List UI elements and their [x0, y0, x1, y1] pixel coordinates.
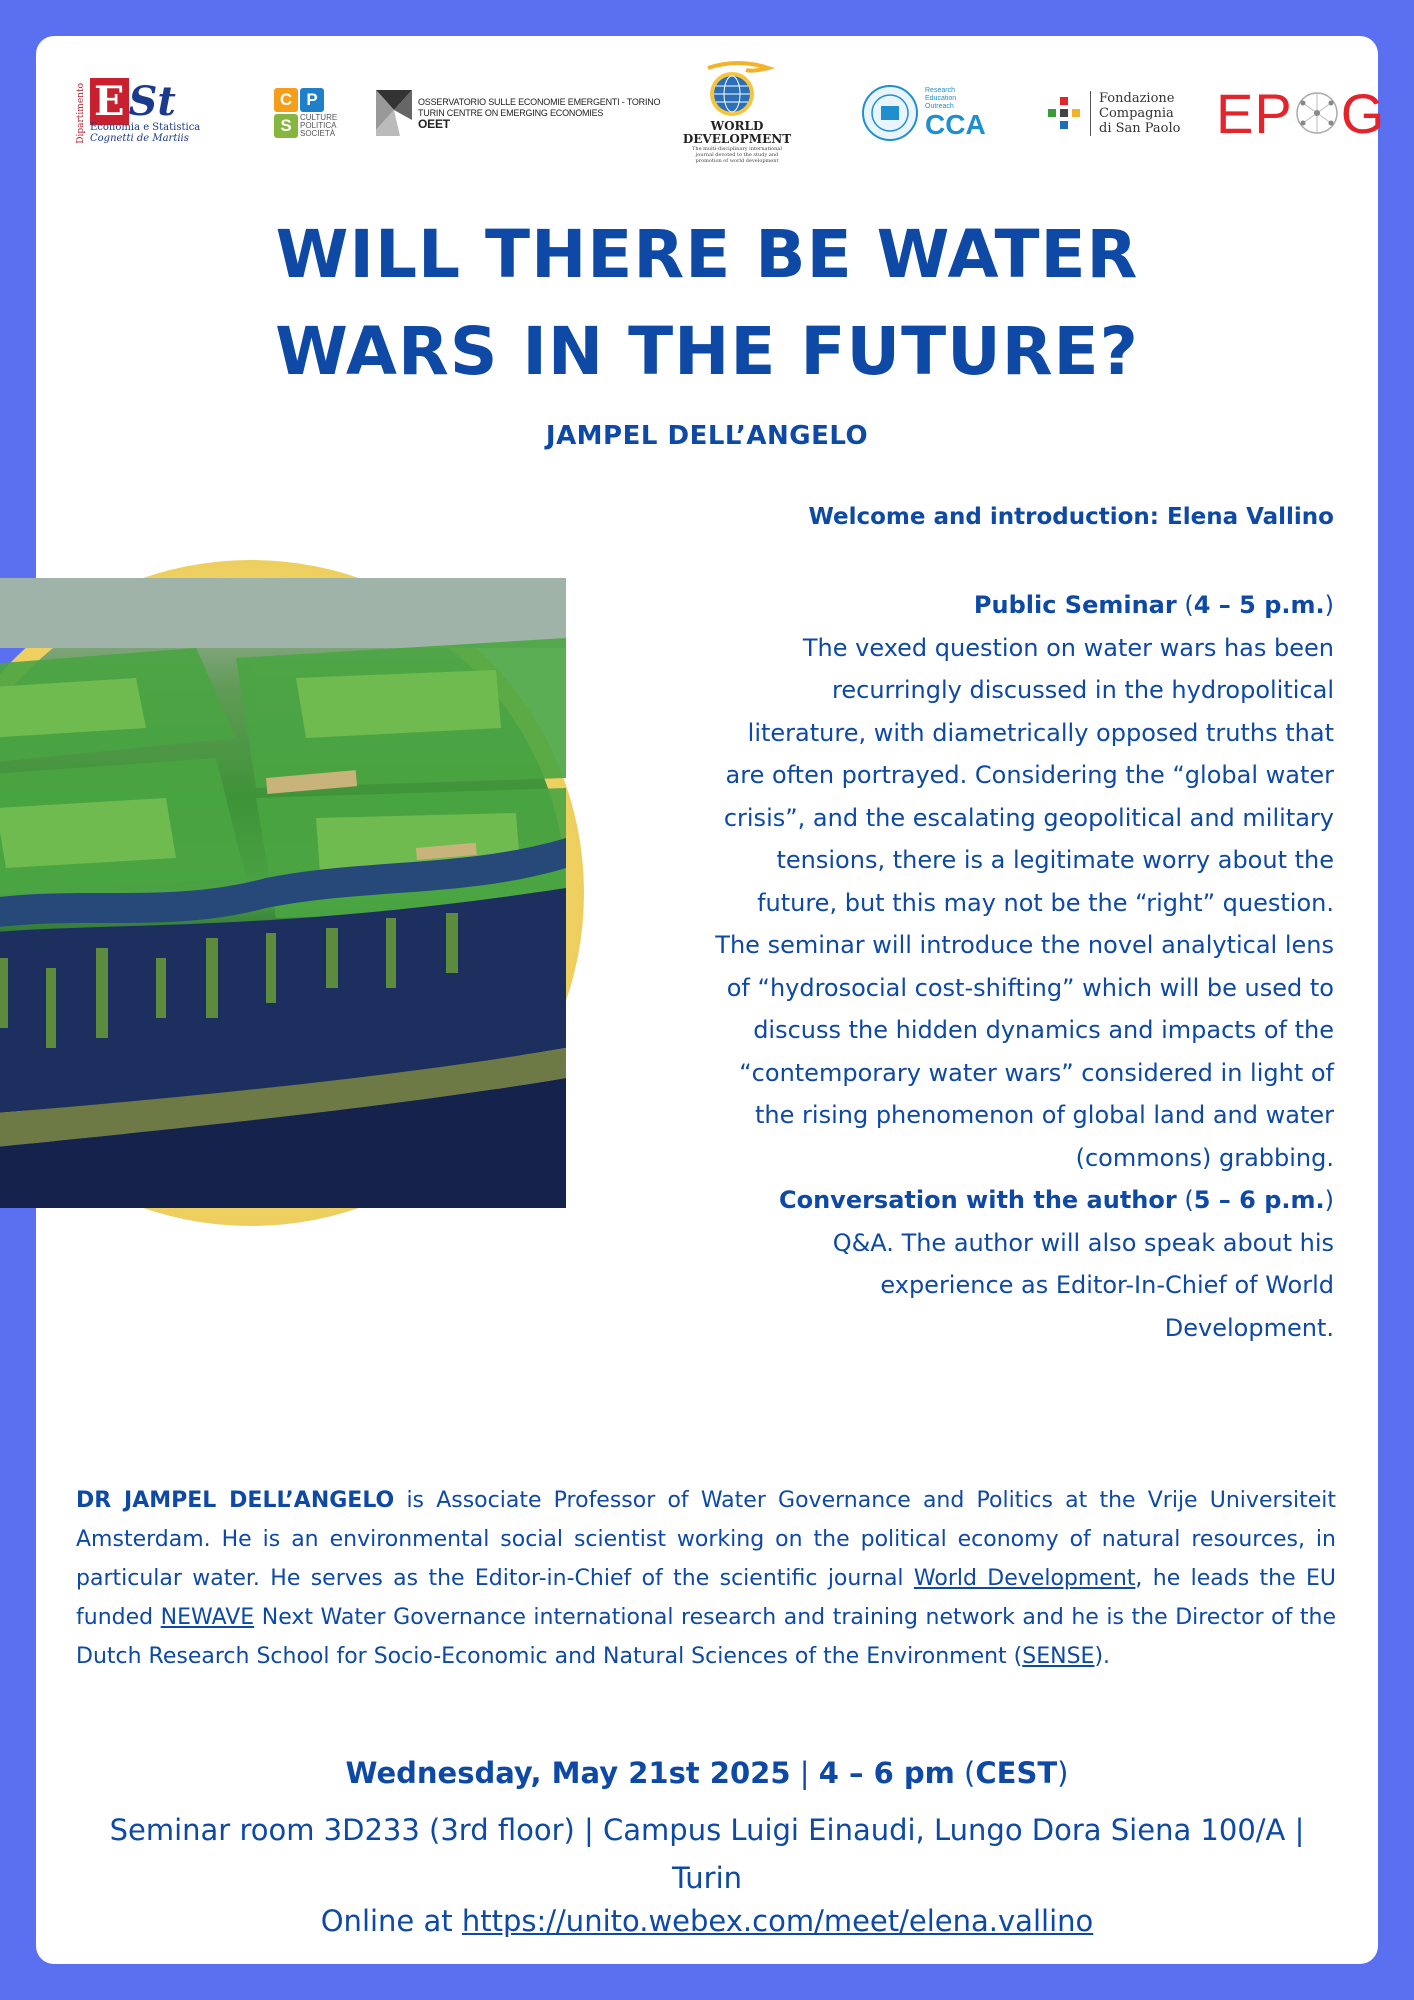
wd-line2: DEVELOPMENT — [682, 132, 792, 146]
bio-text-1: is Associate Professor of Water Governance and Politics at the Vrije Universiteit Amsterdam. He is an environmental social scientist working on the political economy of natural resources, in particular water. He serves as the Editor-in-Chief of the scientific journal — [76, 1488, 1336, 1591]
program-text — [714, 584, 1334, 1349]
aerial-landscape-image — [0, 578, 566, 1208]
event-date-time — [36, 1756, 1378, 1790]
oeet-line2: TURIN CENTRE ON EMERGING ECONOMIES — [418, 107, 604, 118]
fcsp-line2: Compagnia — [1099, 105, 1174, 121]
fcsp-mark-icon — [1048, 97, 1080, 129]
seminar-heading-label: Public Seminar — [973, 591, 1177, 619]
bio-text-4: ). — [1094, 1644, 1111, 1669]
conversation-time: 5 – 6 p.m. — [1193, 1186, 1325, 1214]
event-title — [36, 206, 1378, 400]
bio-text-2: , he leads the EU funded — [76, 1566, 1336, 1630]
est-mark-st: St — [128, 78, 176, 125]
bio-text-3: Next Water Governance international research and training network and he is the Director of the Dutch Research School for Socio-Economic and Natural Sciences of the Environment ( — [76, 1605, 1337, 1669]
online-access — [36, 1904, 1378, 1938]
conversation-time-open: ( — [1184, 1186, 1194, 1214]
logo-bar — [76, 58, 1386, 168]
date-separator: | — [790, 1756, 819, 1790]
cca-acronym: CCA — [925, 109, 986, 140]
world-development-logo — [684, 58, 790, 168]
network-globe-icon — [1293, 89, 1341, 137]
newave-link[interactable]: NEWAVE — [160, 1605, 255, 1630]
cps-word-politica: POLITICA — [300, 121, 337, 130]
bio-name: DR JAMPEL DELL’ANGELO — [76, 1488, 395, 1513]
speaker-name: JAMPEL DELL’ANGELO — [545, 421, 869, 451]
online-label: Online at — [320, 1904, 462, 1938]
est-logo-vertical-text: Dipartimento — [76, 82, 86, 144]
oeet-mark-icon — [376, 90, 412, 136]
title-line-1: WILL THERE BE WATER — [275, 216, 1139, 293]
oeet-acronym: OEET — [418, 116, 450, 131]
cps-letter-s: S — [274, 114, 298, 138]
cca-seal-icon — [861, 84, 919, 142]
conversation-heading-label: Conversation with the author — [778, 1186, 1177, 1214]
epog-logo — [1216, 58, 1385, 168]
speaker-bio — [76, 1481, 1336, 1676]
cps-letter-c: C — [274, 88, 298, 112]
webex-link[interactable]: https://unito.webex.com/meet/elena.vallino — [461, 1904, 1094, 1938]
conversation-description: Q&A. The author will also speak about his experience as Editor-In-Chief of World Development. — [832, 1228, 1334, 1342]
wd-line1: WORLD — [710, 119, 764, 133]
conversation-time-close: ) — [1324, 1186, 1334, 1214]
title-line-2: WARS IN THE FUTURE? — [275, 313, 1139, 390]
event-time: 4 – 6 pm — [818, 1756, 955, 1790]
seminar-time-close: ) — [1324, 591, 1334, 619]
fcsp-logo — [1048, 58, 1181, 168]
est-logo-line1: Economia e Statistica — [90, 122, 201, 133]
poster-page — [36, 36, 1386, 1964]
event-date: Wednesday, May 21st 2025 — [345, 1756, 791, 1790]
world-development-link[interactable]: World Development — [913, 1566, 1136, 1591]
globe-icon — [702, 62, 772, 118]
conversation-heading — [714, 1179, 1334, 1222]
seminar-time: 4 – 5 p.m. — [1193, 591, 1325, 619]
cps-logo — [274, 58, 338, 168]
cca-logo — [861, 58, 986, 168]
est-logo — [76, 58, 200, 168]
fcsp-line1: Fondazione — [1099, 90, 1175, 106]
cca-small2: Education — [925, 95, 957, 102]
oeet-logo — [376, 58, 660, 168]
gold-ring — [0, 560, 584, 1226]
cca-small1: Research — [925, 87, 955, 94]
cps-word-culture: CULTURE — [300, 113, 338, 122]
seminar-heading — [714, 584, 1334, 627]
event-location: Seminar room 3D233 (3rd floor) | Campus Luigi Einaudi, Lungo Dora Siena 100/A | Turin — [109, 1813, 1305, 1895]
fcsp-line3: di San Paolo — [1099, 120, 1181, 136]
sense-link[interactable]: SENSE — [1022, 1644, 1095, 1669]
timezone-close: ) — [1057, 1756, 1069, 1790]
timezone-open: ( — [954, 1756, 976, 1790]
cps-letter-p: P — [300, 88, 324, 112]
est-mark-e: E — [90, 78, 129, 125]
wd-tagline: The multi-disciplinary international journal devoted to the study and promotion of world development — [692, 146, 782, 164]
epog-left: EP — [1216, 81, 1293, 145]
cps-word-societa: SOCIETÀ — [300, 129, 336, 138]
aerial-landscape-illustration — [0, 578, 566, 1208]
event-timezone: CEST — [975, 1756, 1058, 1790]
cca-small3: Outreach — [925, 103, 954, 110]
est-logo-line2: Cognetti de Martiis — [90, 133, 189, 144]
seminar-time-open: ( — [1184, 591, 1194, 619]
oeet-line1: OSSERVATORIO SULLE ECONOMIE EMERGENTI - TORINO — [418, 96, 661, 107]
welcome-line: Welcome and introduction: Elena Vallino — [808, 504, 1334, 530]
epog-right: G — [1340, 81, 1386, 145]
seminar-description: The vexed question on water wars has been recurringly discussed in the hydropolitical literature, with diametrically opposed truths that are often portrayed. Considering the “global water crisis”, and the escalating geopolitical and military tensions, there is a legitimate worry about the future, but this may not be the “right” question. The seminar will introduce the novel analytical lens of “hydrosocial cost-shifting” which will be used to discuss the hidden dynamics and impacts of the “contemporary water wars” considered in light of the rising phenomenon of global land and water (commons) grabbing. — [715, 633, 1334, 1172]
